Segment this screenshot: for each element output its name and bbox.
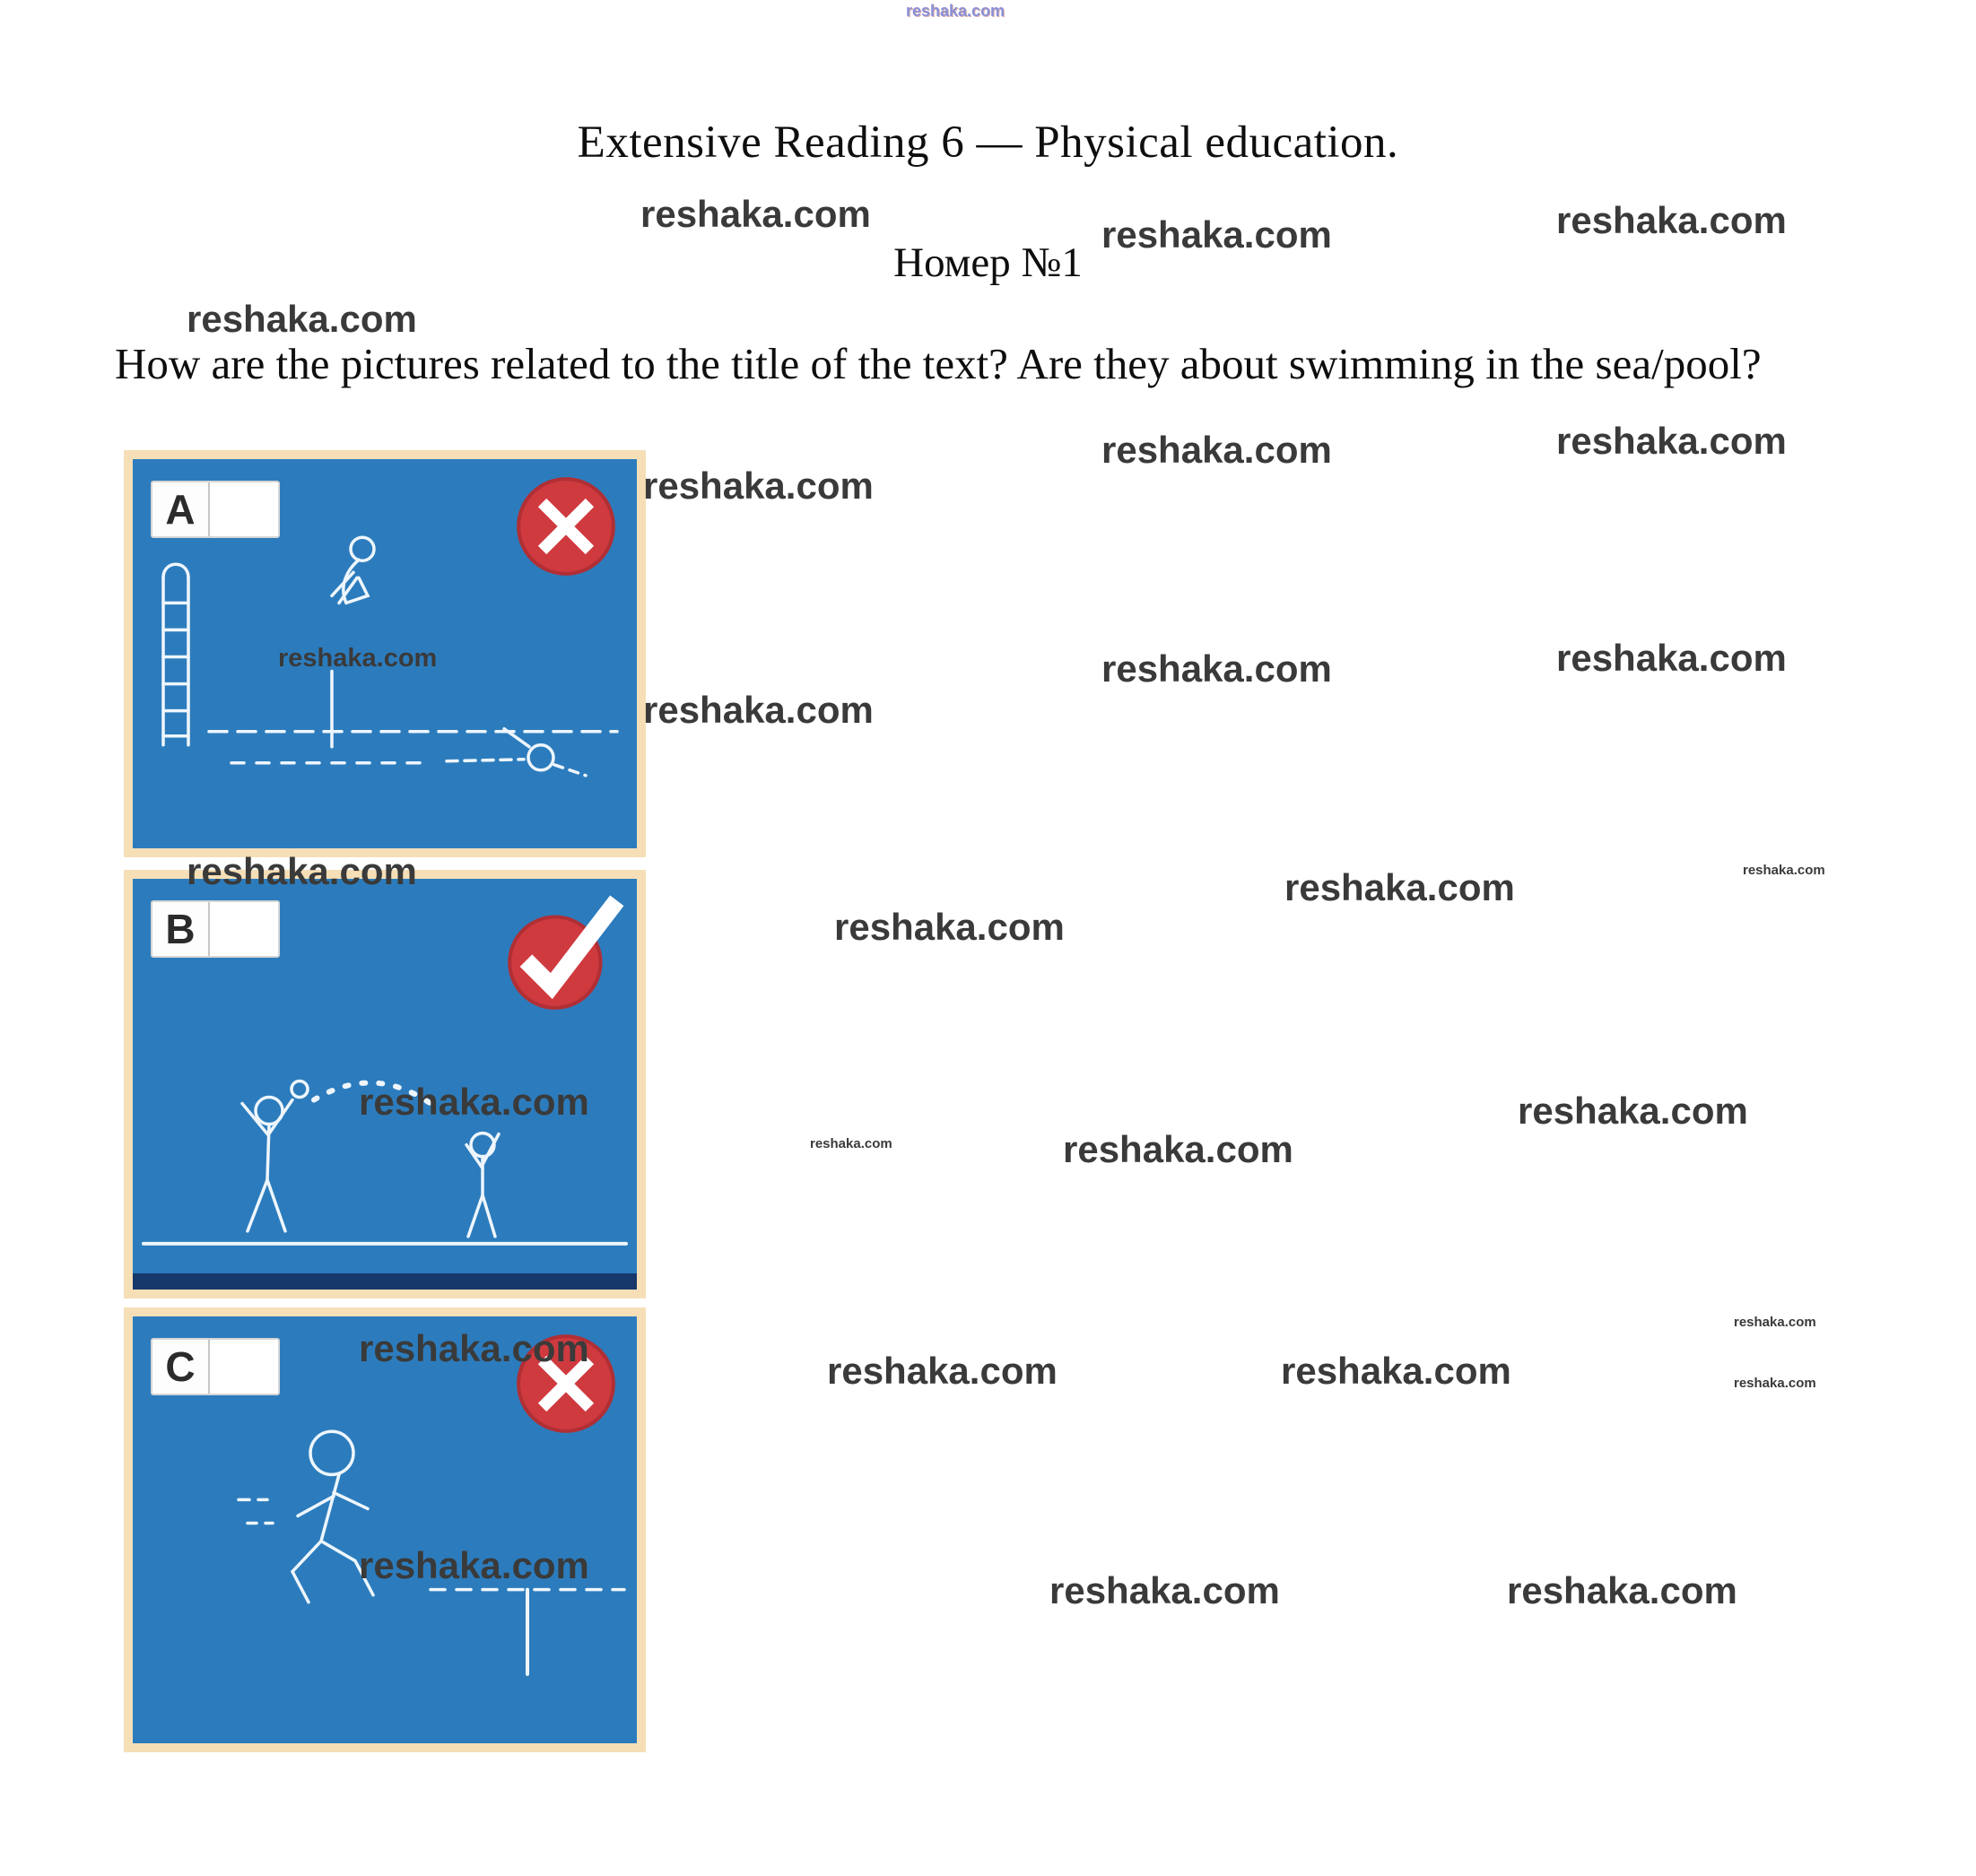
panel-c-answer-box (210, 1340, 278, 1394)
watermark: reshaka.com (1507, 1569, 1737, 1611)
panel-a-answer-box (210, 482, 278, 536)
watermark: reshaka.com (1734, 1376, 1816, 1391)
panel-b-label-box (151, 900, 280, 958)
watermark: reshaka.com (1063, 1128, 1293, 1170)
watermark: reshaka.com (1556, 637, 1787, 679)
watermark: reshaka.com (1743, 863, 1825, 878)
watermark: reshaka.com (1101, 429, 1332, 471)
panel-c-canvas (133, 1316, 637, 1743)
watermark: reshaka.com (834, 906, 1065, 948)
watermark: reshaka.com (1049, 1569, 1280, 1611)
watermark: reshaka.com (906, 2, 1005, 20)
watermark: reshaka.com (810, 1136, 892, 1151)
panel-c-letter: C (152, 1340, 210, 1394)
watermark: reshaka.com (1556, 420, 1787, 462)
watermark: reshaka.com (640, 193, 871, 235)
picture-panel-c (124, 1307, 646, 1752)
watermark: reshaka.com (187, 298, 417, 340)
watermark: reshaka.com (1734, 1315, 1816, 1330)
panel-c-label-box (151, 1338, 280, 1395)
panel-b-answer-box (210, 902, 278, 956)
watermark: reshaka.com (1101, 213, 1332, 256)
panel-a-label-box (151, 481, 280, 538)
watermark: reshaka.com (643, 689, 874, 731)
watermark: reshaka.com (359, 1081, 589, 1123)
watermark: reshaka.com (278, 644, 438, 673)
watermark: reshaka.com (1556, 199, 1787, 241)
cross-icon (511, 472, 621, 581)
watermark: reshaka.com (1101, 647, 1332, 690)
check-icon (495, 881, 631, 1017)
question-text: How are the pictures related to the title of the text? Are they about swimming in the sea/pool? (115, 339, 1762, 388)
panel-b-letter: B (152, 902, 210, 956)
panel-a-letter: A (152, 482, 210, 536)
watermark: reshaka.com (643, 465, 874, 507)
watermark: reshaka.com (187, 850, 417, 892)
watermark: reshaka.com (827, 1350, 1058, 1392)
page-title: Extensive Reading 6 — Physical education. (577, 117, 1399, 168)
watermark: reshaka.com (359, 1544, 589, 1586)
page-subtitle: Номер №1 (893, 239, 1083, 286)
watermark: reshaka.com (1518, 1090, 1748, 1132)
watermark: reshaka.com (359, 1327, 589, 1369)
watermark: reshaka.com (1284, 866, 1515, 908)
watermark: reshaka.com (1281, 1350, 1511, 1392)
